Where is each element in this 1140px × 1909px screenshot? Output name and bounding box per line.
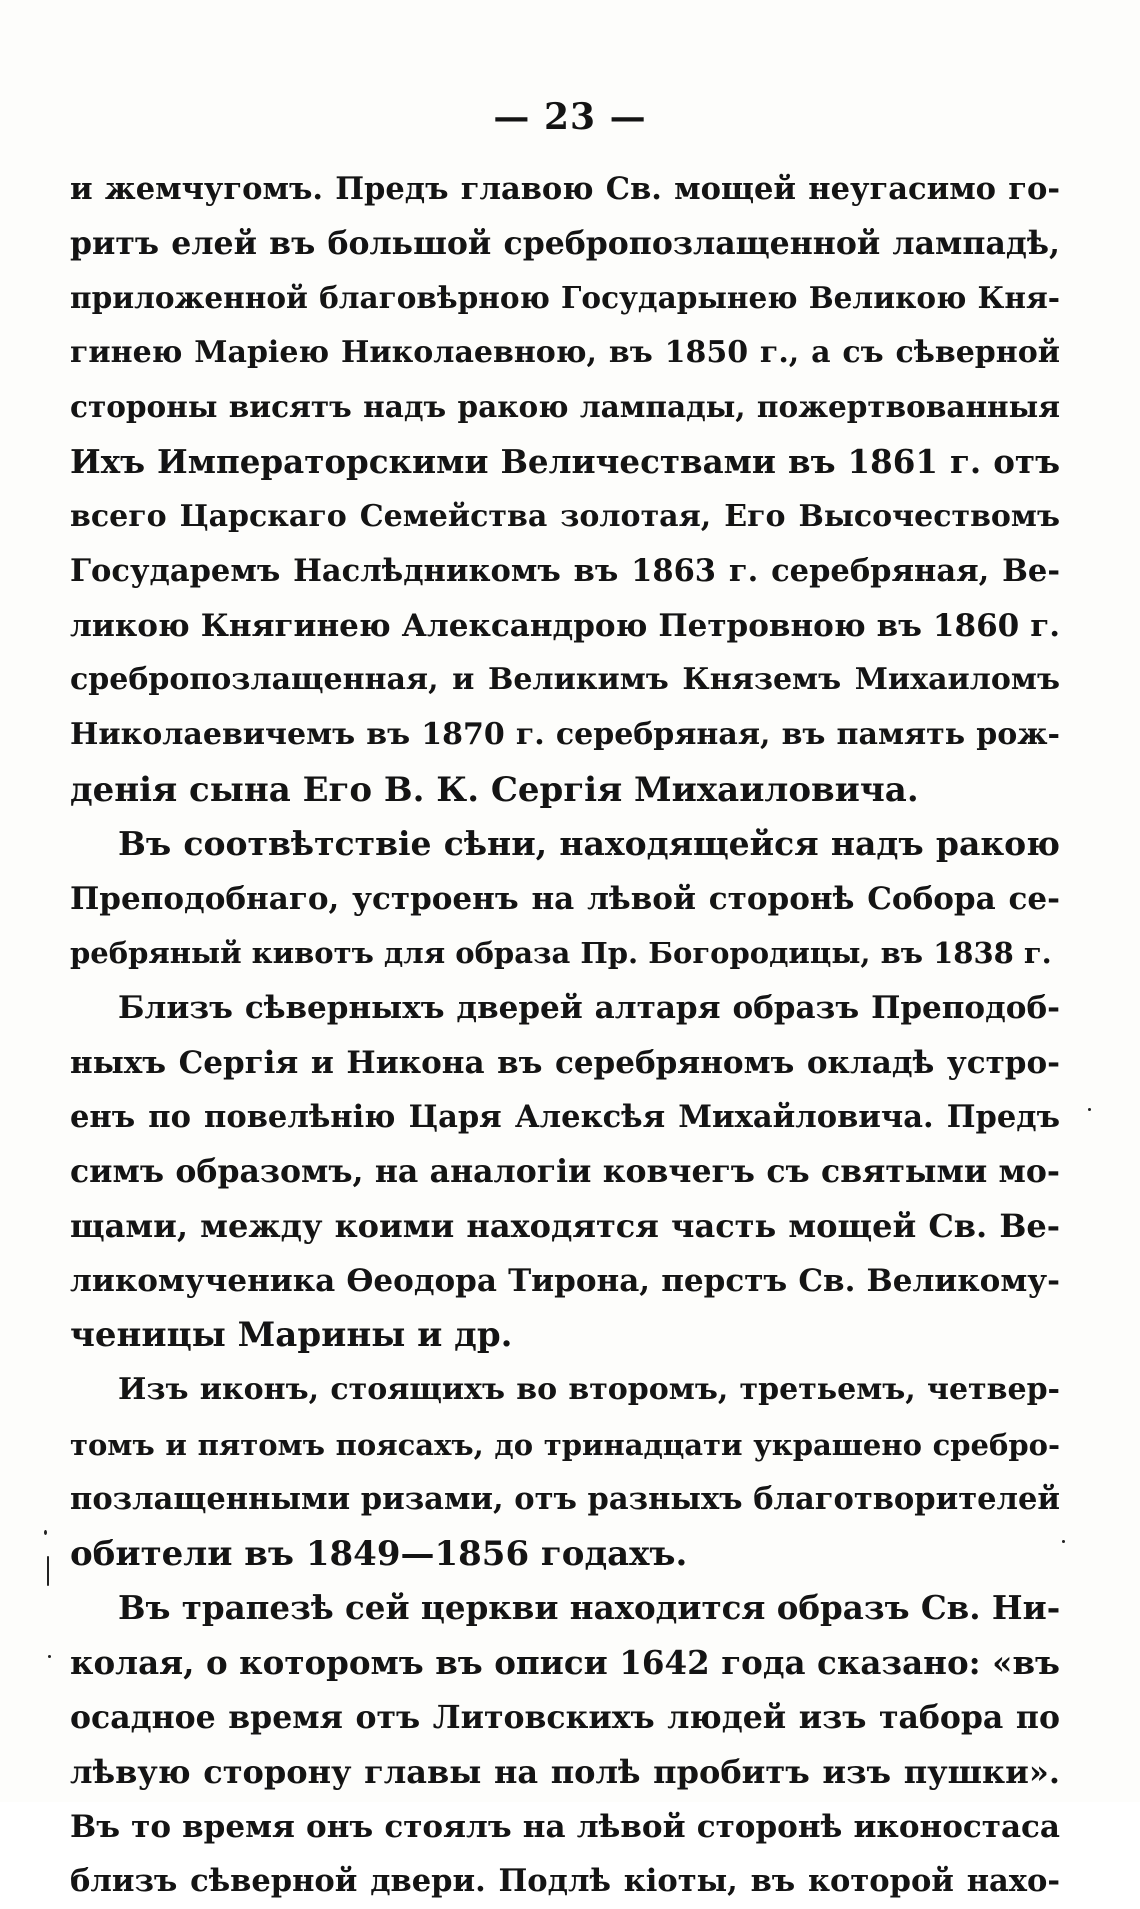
text-body <box>70 162 1060 1909</box>
text-line: позлащенными ризами, отъ разныхъ благотворителей <box>70 1481 1060 1518</box>
text-line: Изъ иконъ, стоящихъ во второмъ, третьемъ, четвер- <box>118 1372 1060 1408</box>
text-line: Николаевичемъ въ 1870 г. серебряная, въ память рож- <box>70 716 1060 752</box>
text-line: обители въ 1849—1856 годахъ. <box>70 1533 688 1574</box>
text-line: симъ образомъ, на аналогіи ковчегъ съ святыми мо- <box>70 1152 1060 1190</box>
text-line: томъ и пятомъ поясахъ, до тринадцати украшено сребро- <box>70 1427 1060 1462</box>
text-line: лѣвую сторону главы на полѣ пробитъ изъ пушки». <box>70 1753 1060 1792</box>
text-line: колая, о которомъ въ описи 1642 года сказано: «въ <box>70 1643 1060 1683</box>
text-line: Въ трапезѣ сей церкви находится образъ Св. Ни- <box>118 1588 1060 1628</box>
text-line: Въ то время онъ стоялъ на лѣвой сторонѣ иконостаса <box>70 1808 1060 1845</box>
text-line: ритъ елей въ большой сребропозлащенной лампадѣ, <box>70 224 1060 262</box>
text-line: всего Царскаго Семейства золотая, Его Высочествомъ <box>70 498 1060 534</box>
text-line: сребропозлащенная, и Великимъ Княземъ Михаиломъ <box>70 662 1060 698</box>
text-line: Близъ сѣверныхъ дверей алтаря образъ Преподоб- <box>118 989 1060 1026</box>
text-line: Ихъ Императорскими Величествами въ 1861 г. отъ <box>70 441 1060 481</box>
text-line: ликою Княгинею Александрою Петровною въ 1860 г. <box>70 607 1060 644</box>
text-line: денія сына Его В. К. Сергія Михаиловича. <box>70 769 919 810</box>
text-line: щами, между коими находятся часть мощей Св. Ве- <box>70 1207 1060 1246</box>
text-line: Государемъ Наслѣдникомъ въ 1863 г. серебряная, Ве- <box>70 553 1060 590</box>
text-line: енъ по повелѣнію Царя Алексѣя Михайловича. Предъ <box>70 1099 1060 1136</box>
text-line: осадное время отъ Литовскихъ людей изъ табора по <box>70 1698 1060 1736</box>
text-line: ныхъ Сергія и Никона въ серебряномъ окладѣ устро- <box>70 1044 1060 1081</box>
text-line: Въ соотвѣтствіе сѣни, находящейся надъ ракою <box>118 824 1060 864</box>
text-line: приложенной благовѣрною Государынею Великою Кня- <box>70 280 1060 316</box>
page-number: — 23 — <box>493 96 647 138</box>
text-line: Преподобнаго, устроенъ на лѣвой сторонѣ Собора се- <box>70 880 1060 917</box>
text-line: ребряный кивотъ для образа Пр. Богородицы, въ 1838 г. <box>70 936 1052 971</box>
text-line: и жемчугомъ. Предъ главою Св. мощей неугасимо го- <box>70 171 1060 207</box>
text-line: ченицы Марины и др. <box>70 1315 513 1356</box>
text-line: стороны висятъ надъ ракою лампады, пожертвованныя <box>70 389 1060 425</box>
text-line: гинею Маріею Николаевною, въ 1850 г., а съ сѣверной <box>70 334 1060 370</box>
text-line: ликомученика Ѳеодора Тирона, перстъ Св. Великому- <box>70 1262 1060 1299</box>
text-line: близъ сѣверной двери. Подлѣ кіоты, въ которой нахо- <box>70 1863 1060 1900</box>
